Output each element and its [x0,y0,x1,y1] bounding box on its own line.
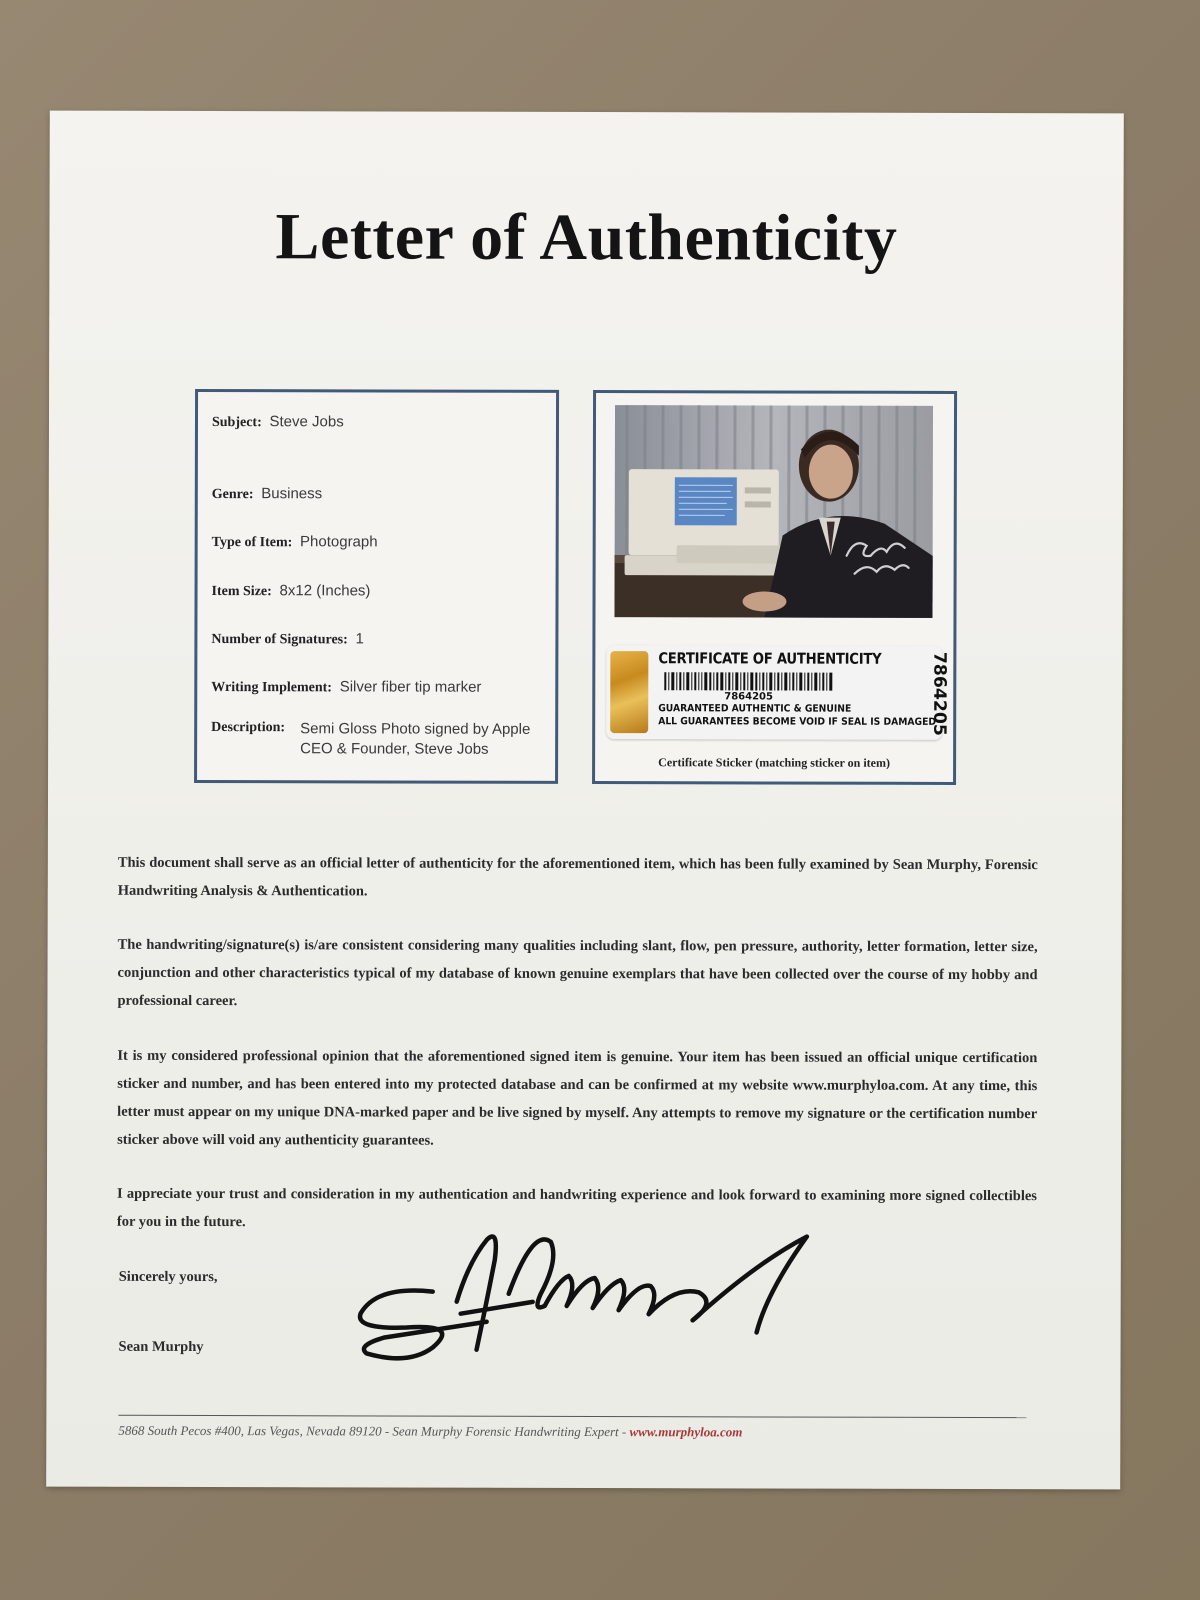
description-label: Description: [211,720,286,736]
footer [118,1423,742,1441]
sticker-number: 7864205 [724,691,774,703]
body-paragraph-2: The handwriting/signature(s) is/are consistent considering many qualities including slant, flow, pen pressure, authority, letter formation, letter size, conjunction and other characteristics typical of my database of known genuine exemplars that have been collected over the course of my hobby and professional career. [117,936,1038,1010]
footer-address: 5868 South Pecos #400, Las Vegas, Nevada 89120 - Sean Murphy Forensic Handwriting Expert - [118,1422,630,1440]
handwritten-signature [337,1201,817,1372]
signatures-value: 1 [355,630,364,648]
signatures-label: Number of Signatures: [211,632,348,648]
sticker-guarantee-line: GUARANTEED AUTHENTIC & GENUINE [658,703,852,715]
type-label: Type of Item: [211,535,293,551]
genre-value: Business [261,485,323,503]
body-paragraph-3: It is my considered professional opinion that the aforementioned signed item is genuine. Your item has been issued an official unique certification sticker and number, and has been entered into my protected database and can be confirmed at my website www.murphyloa.com. At any time, this letter must appear on my unique DNA-marked paper and be live signed by myself. Any attempts to remove my signature or the certification number sticker above will void any authenticity guarantees. [117,1047,1038,1149]
body-paragraph-1: This document shall serve as an official letter of authenticity for the aforementioned item, which has been fully examined by Sean Murphy, Forensic Handwriting Analysis & Authentication. [117,854,1038,900]
signatures-field [211,629,364,650]
footer-website-link[interactable]: www.murphyloa.com [629,1424,743,1440]
letter-page [46,111,1124,1490]
implement-field [211,677,481,699]
genre-label: Genre: [211,487,254,503]
signatory-name: Sean Murphy [118,1338,204,1356]
sticker-number-vertical-text: 7864205 [929,651,950,735]
subject-field [212,412,344,433]
footer-divider [118,1415,1026,1418]
hologram-seal [610,651,648,733]
item-details-panel [194,389,559,784]
sticker-caption: Certificate Sticker (matching sticker on item) [658,755,891,770]
barcode-icon [664,672,834,690]
photo-panel [592,390,957,785]
signed-photograph [614,405,933,618]
genre-field [212,484,322,505]
implement-label: Writing Implement: [211,680,332,696]
size-label: Item Size: [211,584,272,600]
subject-value: Steve Jobs [269,413,344,431]
sticker-number-vertical [914,648,950,738]
type-value: Photograph [300,533,378,551]
description-value: Semi Gloss Photo signed by Apple CEO & Founder, Steve Jobs [300,720,531,758]
type-field [212,532,378,553]
sticker-title: CERTIFICATE OF AUTHENTICITY [658,649,882,668]
photo-image [614,405,933,618]
document-title: Letter of Authenticity [275,200,898,275]
subject-label: Subject: [211,415,262,431]
salutation: Sincerely yours, [118,1268,218,1286]
sticker-void-line: ALL GUARANTEES BECOME VOID IF SEAL IS DAMAGED [658,716,937,728]
body-paragraph-4: I appreciate your trust and consideration in my authentication and handwriting experience and look forward to examining more signed collectibles for you in the future. [116,1185,1037,1231]
size-value: 8x12 (Inches) [279,582,371,600]
implement-value: Silver fiber tip marker [339,678,482,696]
size-field [212,581,371,602]
certificate-sticker [606,645,950,740]
